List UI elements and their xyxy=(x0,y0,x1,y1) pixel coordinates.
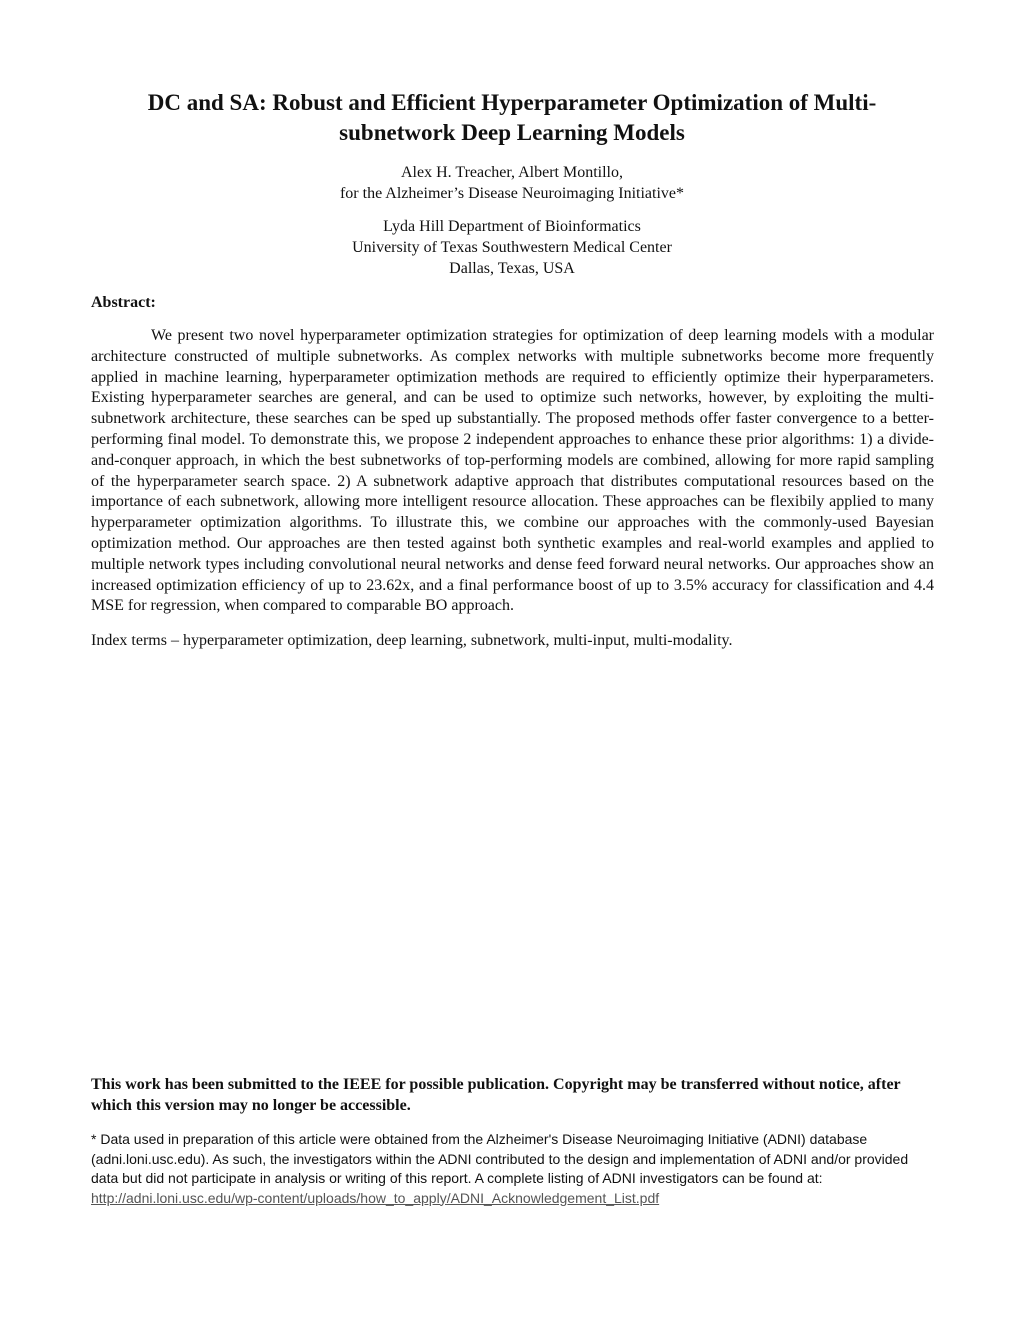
abstract-body: We present two novel hyperparameter optimization strategies for optimization of deep learning models with a modular architecture constructed of multiple subnetworks. As complex networks with multiple subnetworks become more frequently applied in machine learning, hyperparameter optimization methods are required to efficiently optimize their hyperparameters. Existing hyperparameter searches are general, and can be used to optimize such networks, however, by exploiting the multi-subnetwork architecture, these searches can be sped up substantially. The proposed methods offer faster convergence to a better-performing final model. To demonstrate this, we propose 2 independent approaches to enhance these prior algorithms: 1) a divide-and-conquer approach, in which the best subnetworks of top-performing models are combined, allowing for more rapid sampling of the hyperparameter search space. 2) A subnetwork adaptive approach that distributes computational resources based on the importance of each subnetwork, allowing more intelligent resource allocation. These approaches can be flexibily applied to many hyperparameter optimization algorithms. To illustrate this, we combine our approaches with the commonly-used Bayesian optimization method. Our approaches are then tested against both synthetic examples and real-world examples and applied to multiple network types including convolutional neural networks and dense feed forward neural networks. Our approaches show an increased optimization efficiency of up to 23.62x, and a final performance boost of up to 3.5% accuracy for classification and 4.4 MSE for regression, when compared to comparable BO approach. xyxy=(91,327,934,615)
abstract-heading: Abstract: xyxy=(91,294,156,311)
affiliation-department: Lyda Hill Department of Bioinformatics xyxy=(383,218,641,235)
adni-acknowledgement-link[interactable]: http://adni.loni.usc.edu/wp-content/uploads/how_to_apply/ADNI_Acknowledgement_List.pdf xyxy=(91,1189,660,1206)
author-group: for the Alzheimer’s Disease Neuroimaging Initiative* xyxy=(339,185,685,202)
index-terms: Index terms – hyperparameter optimization, deep learning, subnetwork, multi-input, multi-modality. xyxy=(91,632,733,649)
ieee-submission-notice: This work has been submitted to the IEEE for possible publication. Copyright may be transferred without notice, after which this version may no longer be accessible. xyxy=(91,1076,901,1114)
adni-footnote xyxy=(91,1130,934,1208)
affiliation-location: Dallas, Texas, USA xyxy=(449,260,575,277)
affiliation-block xyxy=(120,216,904,279)
paper-title xyxy=(120,88,904,148)
affiliation-institution: University of Texas Southwestern Medical Center xyxy=(352,239,672,256)
paper-title-line-1: DC and SA: Robust and Efficient Hyperparameter Optimization of Multi- xyxy=(147,90,877,115)
paper-title-line-2: subnetwork Deep Learning Models xyxy=(339,120,685,145)
author-names: Alex H. Treacher, Albert Montillo, xyxy=(401,164,623,181)
author-block xyxy=(120,162,904,204)
adni-footnote-text: * Data used in preparation of this article were obtained from the Alzheimer's Disease Neuroimaging Initiative (ADNI) database (adni.loni.usc.edu). As such, the investigators within the ADNI contributed to the design and implementation of ADNI and/or provided data but did not participate in analysis or writing of this report. A complete listing of ADNI investigators can be found at: xyxy=(91,1131,909,1186)
